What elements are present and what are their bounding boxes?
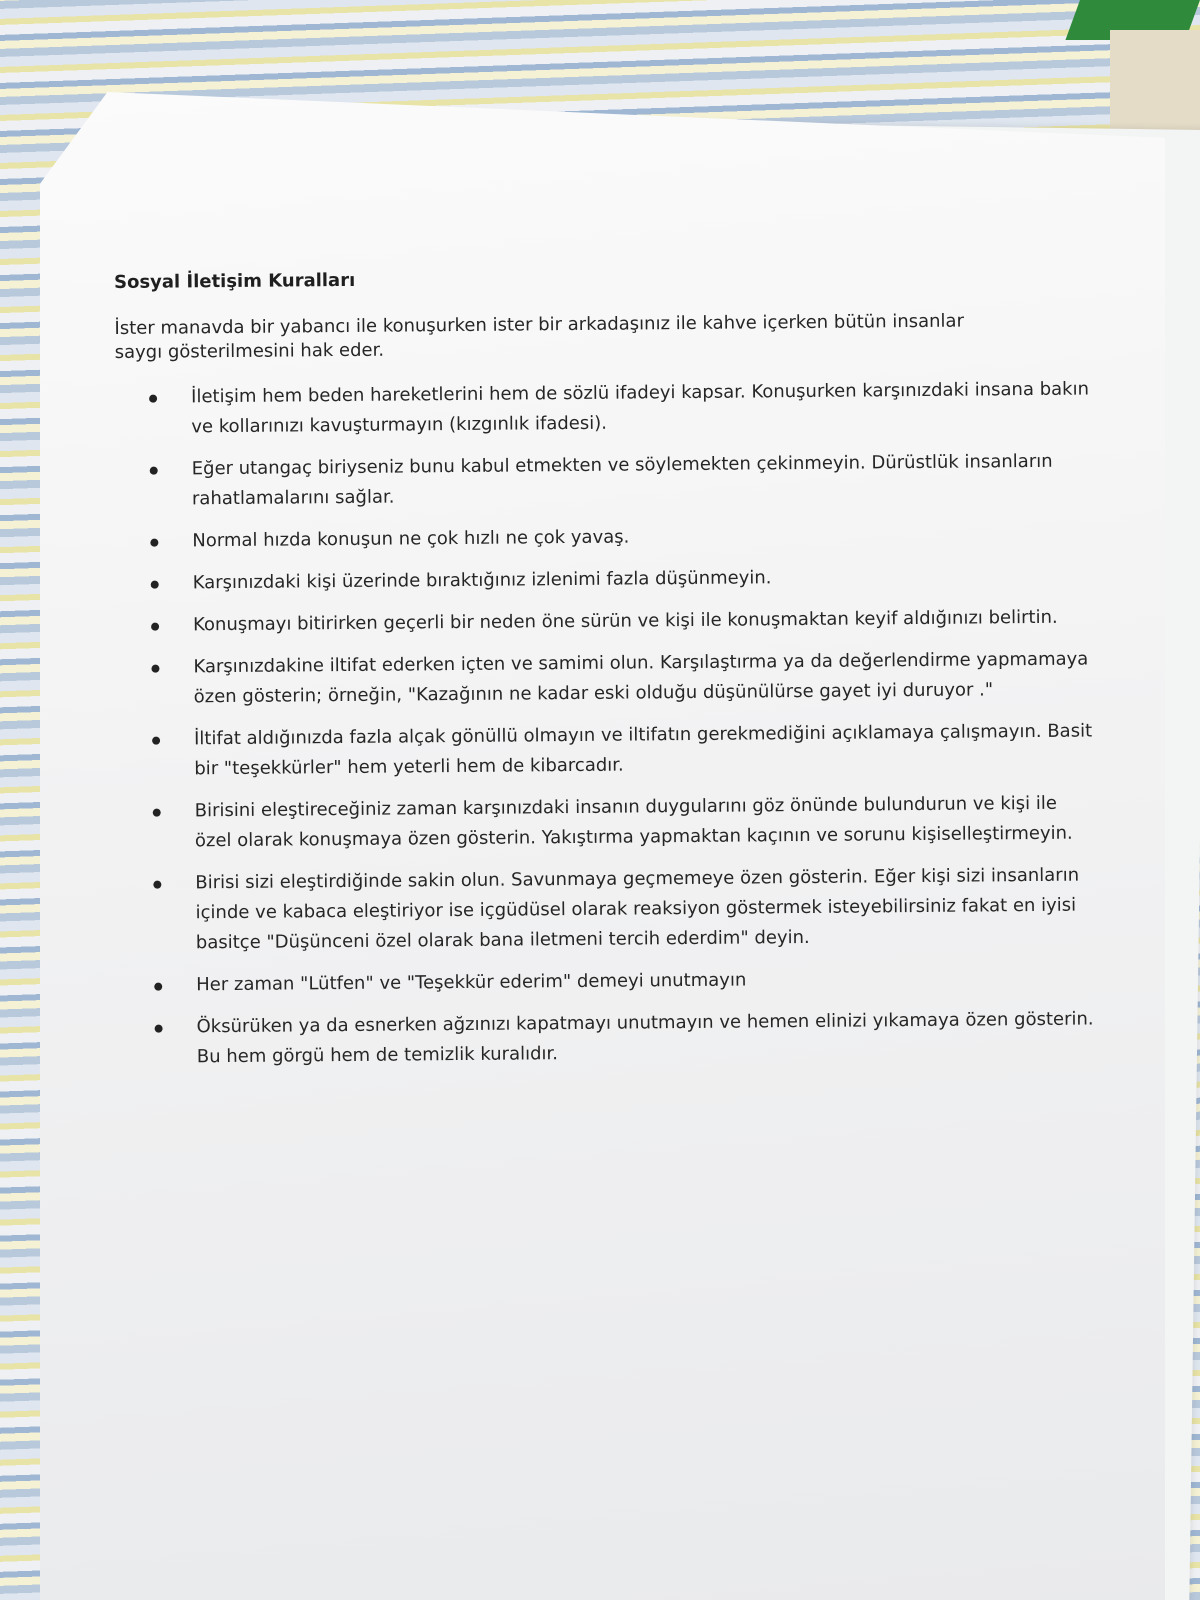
rule-item	[119, 860, 1100, 959]
rule-text: Normal hızda konuşun ne çok hızlı ne çok yavaş.	[192, 526, 630, 552]
bullet-icon	[155, 1025, 163, 1033]
rule-text: Konuşmayı bitirirken geçerli bir neden öne sürün ve kişi ile konuşmaktan keyif aldığınızı belirtin.	[192, 606, 1058, 636]
rule-item	[116, 446, 1096, 515]
document-title: Sosyal İletişim Kuralları	[114, 269, 356, 293]
rule-item	[117, 602, 1097, 641]
rules-list	[115, 374, 1101, 1073]
rule-text: İletişim hem beden hareketlerini hem de sözlü ifadeyi kapsar. Konuşurken karşınızdaki insana bakın ve kollarınızı kavuşturmayın (kızgınlık ifadesi).	[191, 378, 1090, 438]
bullet-icon	[154, 983, 162, 991]
bullet-icon	[151, 623, 159, 631]
bullet-icon	[151, 665, 159, 673]
document-content	[114, 263, 1101, 1085]
rule-item	[117, 560, 1097, 599]
rule-text: Karşınızdaki kişi üzerinde bıraktığınız izlenimi fazla düşünmeyin.	[192, 567, 772, 594]
bullet-icon	[151, 581, 159, 589]
rule-text: Öksürüken ya da esnerken ağzınızı kapatmayı unutmayın ve hemen elinizi yıkamaya özen gösterin. Bu hem görgü hem de temizlik kuralıdır.	[196, 1008, 1094, 1068]
bullet-icon	[152, 737, 160, 745]
rule-text: Birisi sizi eleştirdiğinde sakin olun. Savunmaya geçmemeye özen gösterin. Eğer kişi sizi insanların içinde ve kabaca eleştiriyor ise içgüdüsel olarak reaksiyon göstermek isteyebilirsiniz fakat en iyisi basitçe "Düşünceni özel olarak bana iletmeni tercih ederdim" deyin.	[195, 864, 1080, 954]
rule-text: Eğer utangaç biriyseniz bunu kabul etmekten ve söylemekten çekinmeyin. Dürüstlük insanların rahatlamalarını sağlar.	[191, 450, 1053, 510]
rule-item	[119, 788, 1099, 857]
rule-item	[116, 518, 1096, 557]
bullet-icon	[153, 881, 161, 889]
bullet-icon	[150, 539, 158, 547]
rule-item	[117, 644, 1097, 713]
bullet-icon	[150, 467, 158, 475]
intro-paragraph: İster manavda bir yabancı ile konuşurken ister bir arkadaşınız ile kahve içerken bütün insanlar saygı gösterilmesini hak eder.	[114, 310, 965, 363]
bullet-icon	[153, 809, 161, 817]
rule-text: Karşınızdakine iltifat ederken içten ve samimi olun. Karşılaştırma ya da değerlendirme yapmamaya özen gösterin; örneğin, "Kazağının ne kadar eski olduğu düşünülürse gayet iyi duruyor ."	[193, 648, 1089, 708]
bullet-icon	[149, 395, 157, 403]
rule-item	[120, 1004, 1100, 1073]
rule-text: Her zaman "Lütfen" ve "Teşekkür ederim" demeyi unutmayın	[196, 969, 747, 996]
rule-text: Birisini eleştireceğiniz zaman karşınızdaki insanın duygularını göz önünde bulundurun ve kişi ile özel olarak konuşmaya özen gösterin. Yakıştırma yapmaktan kaçının ve sorunu kişiselleştirmeyin.	[194, 792, 1073, 852]
rule-text: İltifat aldığınızda fazla alçak gönüllü olmayın ve iltifatın gerekmediğini açıklamaya çalışmayın. Basit bir "teşekkürler" hem yeterli hem de kibarcadır.	[193, 720, 1093, 780]
rule-item	[115, 374, 1095, 443]
rule-item	[120, 962, 1100, 1001]
rule-item	[118, 716, 1098, 785]
